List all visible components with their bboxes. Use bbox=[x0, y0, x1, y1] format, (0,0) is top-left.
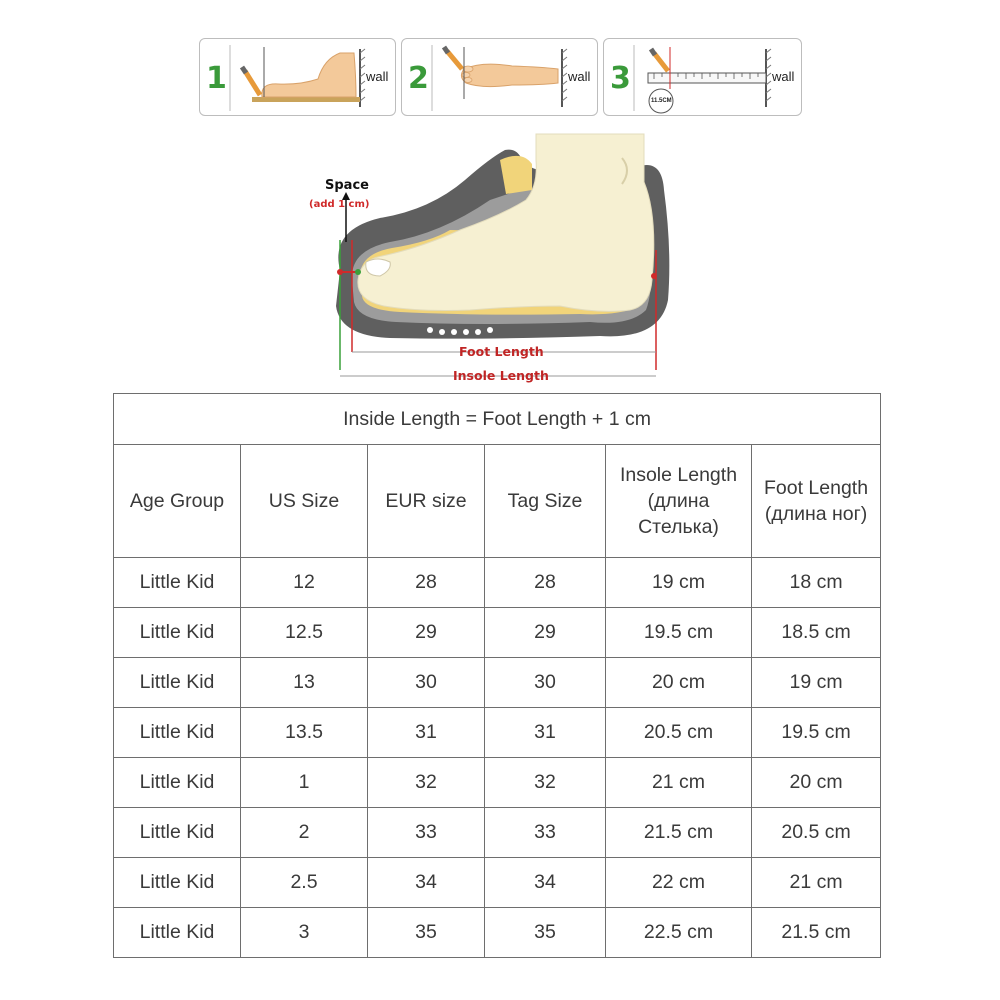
age-group-cell: Little Kid bbox=[114, 608, 241, 658]
age-group-cell: Little Kid bbox=[114, 758, 241, 808]
size-chart-table bbox=[113, 393, 881, 958]
header-text-line: Foot Length bbox=[763, 476, 869, 499]
us-size-cell: 13 bbox=[241, 658, 368, 708]
insole-length-cell: 20.5 cm bbox=[606, 708, 752, 758]
space-label: Space bbox=[325, 178, 369, 193]
header-text-line: Стелька) bbox=[638, 516, 719, 539]
eur-size-cell: 28 bbox=[368, 558, 485, 608]
insole-length-cell: 21.5 cm bbox=[606, 808, 752, 858]
insole-length-header bbox=[606, 445, 752, 558]
age-group-cell: Little Kid bbox=[114, 908, 241, 958]
age-group-cell: Little Kid bbox=[114, 708, 241, 758]
foot-length-cell: 18 cm bbox=[752, 558, 881, 608]
step-number-1: 1 bbox=[206, 61, 227, 96]
age-group-cell: Little Kid bbox=[114, 658, 241, 708]
header-text-line: Age Group bbox=[129, 489, 225, 512]
us-size-header bbox=[241, 445, 368, 558]
us-size-cell: 12.5 bbox=[241, 608, 368, 658]
foot-length-cell: 20 cm bbox=[752, 758, 881, 808]
table-header-row bbox=[114, 445, 881, 558]
table-row bbox=[114, 908, 881, 958]
eur-size-cell: 32 bbox=[368, 758, 485, 808]
table-row bbox=[114, 658, 881, 708]
table-caption-row bbox=[114, 394, 881, 445]
header-text-line: Insole Length bbox=[619, 463, 738, 486]
step-panel-1 bbox=[199, 38, 396, 116]
tag-size-cell: 28 bbox=[485, 558, 606, 608]
foot-length-cell: 18.5 cm bbox=[752, 608, 881, 658]
us-size-cell: 12 bbox=[241, 558, 368, 608]
us-size-cell: 3 bbox=[241, 908, 368, 958]
foot-length-cell: 20.5 cm bbox=[752, 808, 881, 858]
us-size-cell: 13.5 bbox=[241, 708, 368, 758]
step-number-3: 3 bbox=[610, 61, 631, 96]
tag-size-cell: 29 bbox=[485, 608, 606, 658]
eur-size-cell: 35 bbox=[368, 908, 485, 958]
table-row bbox=[114, 858, 881, 908]
header-text-line: (длина ног) bbox=[764, 503, 868, 525]
age-group-cell: Little Kid bbox=[114, 808, 241, 858]
eur-size-cell: 34 bbox=[368, 858, 485, 908]
us-size-cell: 1 bbox=[241, 758, 368, 808]
tag-size-cell: 30 bbox=[485, 658, 606, 708]
age-group-cell: Little Kid bbox=[114, 858, 241, 908]
eur-size-cell: 29 bbox=[368, 608, 485, 658]
age-group-header bbox=[114, 445, 241, 558]
foot-length-header bbox=[752, 445, 881, 558]
us-size-cell: 2.5 bbox=[241, 858, 368, 908]
tag-size-cell: 35 bbox=[485, 908, 606, 958]
foot-length-cell: 21.5 cm bbox=[752, 908, 881, 958]
header-text-line: (длина bbox=[647, 489, 710, 512]
tag-size-header bbox=[485, 445, 606, 558]
foot-length-label: Foot Length bbox=[459, 344, 544, 359]
insole-length-cell: 19.5 cm bbox=[606, 608, 752, 658]
foot-length-cell: 19 cm bbox=[752, 658, 881, 708]
space-note: (add 1 cm) bbox=[309, 199, 370, 210]
eur-size-cell: 30 bbox=[368, 658, 485, 708]
table-row bbox=[114, 708, 881, 758]
insole-length-cell: 20 cm bbox=[606, 658, 752, 708]
header-text-line: EUR size bbox=[385, 489, 467, 512]
table-row bbox=[114, 758, 881, 808]
insole-length-cell: 22 cm bbox=[606, 858, 752, 908]
insole-length-label: Insole Length bbox=[453, 368, 549, 383]
table-body bbox=[114, 558, 881, 958]
foot-length-cell: 21 cm bbox=[752, 858, 881, 908]
step-number-2: 2 bbox=[408, 61, 429, 96]
insole-length-cell: 21 cm bbox=[606, 758, 752, 808]
table-caption: Inside Length = Foot Length + 1 cm bbox=[114, 394, 881, 445]
eur-size-cell: 33 bbox=[368, 808, 485, 858]
tag-size-cell: 33 bbox=[485, 808, 606, 858]
age-group-cell: Little Kid bbox=[114, 558, 241, 608]
eur-size-cell: 31 bbox=[368, 708, 485, 758]
header-text-line: US Size bbox=[268, 489, 340, 512]
foot-length-cell: 19.5 cm bbox=[752, 708, 881, 758]
table-row bbox=[114, 608, 881, 658]
tag-size-cell: 31 bbox=[485, 708, 606, 758]
table-row bbox=[114, 808, 881, 858]
table-row bbox=[114, 558, 881, 608]
eur-size-header bbox=[368, 445, 485, 558]
step-panel-3 bbox=[603, 38, 802, 116]
wall-label: wall bbox=[772, 69, 795, 84]
insole-length-cell: 19 cm bbox=[606, 558, 752, 608]
ruler-reading-label: 11.5CM bbox=[651, 98, 672, 104]
wall-label: wall bbox=[366, 69, 389, 84]
wall-label: wall bbox=[568, 69, 591, 84]
tag-size-cell: 32 bbox=[485, 758, 606, 808]
step-panel-2 bbox=[401, 38, 598, 116]
insole-length-cell: 22.5 cm bbox=[606, 908, 752, 958]
us-size-cell: 2 bbox=[241, 808, 368, 858]
header-text-line: Tag Size bbox=[507, 489, 583, 512]
tag-size-cell: 34 bbox=[485, 858, 606, 908]
